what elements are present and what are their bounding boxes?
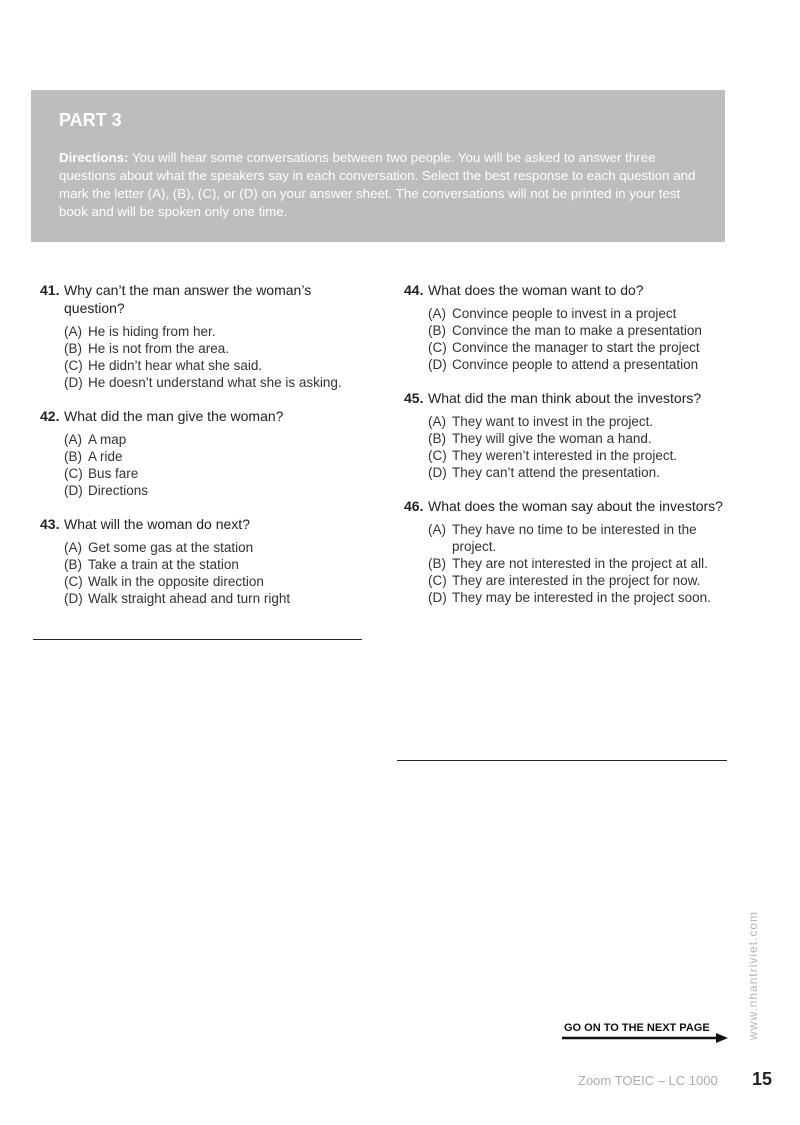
option-b: (B) Convince the man to make a presentation (428, 323, 702, 338)
option-c: (C) He didn’t hear what she said. (64, 358, 263, 373)
book-title: Zoom TOEIC – LC 1000 (578, 1073, 718, 1088)
question-42 (40, 407, 370, 499)
question-number: 42. (40, 408, 60, 424)
question-text: What did the man give the woman? (64, 408, 284, 424)
directions-text: You will hear some conversations between two people. You will be asked to answer three questions about what the speakers say in each conversation. Select the best response to each question and mark the letter (A), (B), (C), or (D) on your answer sheet. The conversations will not be printed in your test book and will be spoken only one time. (59, 150, 696, 219)
option-d: (D) Walk straight ahead and turn right (64, 591, 291, 606)
option-d: (D) Directions (64, 483, 149, 498)
question-44 (404, 281, 734, 373)
question-number: 44. (404, 282, 424, 298)
directions-box (31, 90, 725, 242)
option-c: (C) Walk in the opposite direction (64, 574, 264, 589)
question-43 (40, 515, 370, 607)
question-text: Why can’t the man answer the woman’s question? (64, 282, 312, 316)
directions-paragraph (59, 149, 697, 221)
option-c: (C) Bus fare (64, 466, 139, 481)
section-divider-right (397, 760, 727, 761)
option-d: (D) He doesn’t understand what she is asking. (64, 375, 342, 390)
option-d: (D) They may be interested in the project soon. (428, 590, 711, 605)
option-b: (B) He is not from the area. (64, 341, 230, 356)
option-a: (A) He is hiding from her. (64, 324, 216, 339)
part-title: PART 3 (59, 110, 122, 130)
section-divider-left (33, 639, 362, 640)
option-b: (B) A ride (64, 449, 123, 464)
question-number: 41. (40, 282, 60, 298)
question-41 (40, 281, 370, 391)
questions-left-column (40, 281, 370, 623)
question-number: 43. (40, 516, 60, 532)
option-a: (A) They have no time to be interested in the project. (428, 522, 697, 554)
page-number: 15 (752, 1069, 773, 1089)
option-a: (A) A map (64, 432, 127, 447)
question-45 (404, 389, 734, 481)
next-page-label: GO ON TO THE NEXT PAGE (564, 1022, 710, 1034)
question-text: What did the man think about the investors? (428, 390, 702, 406)
option-c: (C) They weren’t interested in the project. (428, 448, 678, 463)
questions-right-column (404, 281, 734, 622)
option-a: (A) Convince people to invest in a project (428, 306, 677, 321)
question-46 (404, 497, 734, 606)
option-b: (B) They are not interested in the project at all. (428, 556, 708, 571)
option-d: (D) They can’t attend the presentation. (428, 465, 660, 480)
directions-lead: Directions: (59, 150, 129, 165)
question-text: What does the woman want to do? (428, 282, 644, 298)
question-text: What will the woman do next? (64, 516, 250, 532)
question-number: 46. (404, 498, 424, 514)
option-b: (B) Take a train at the station (64, 557, 239, 572)
option-c: (C) Convince the manager to start the project (428, 340, 700, 355)
watermark: www.nhantriviet.com (746, 910, 760, 1040)
question-text: What does the woman say about the investors? (428, 498, 723, 514)
arrow-right-icon (562, 1033, 728, 1043)
option-c: (C) They are interested in the project for now. (428, 573, 701, 588)
option-d: (D) Convince people to attend a presentation (428, 357, 699, 372)
option-b: (B) They will give the woman a hand. (428, 431, 652, 446)
option-a: (A) Get some gas at the station (64, 540, 254, 555)
question-number: 45. (404, 390, 424, 406)
option-a: (A) They want to invest in the project. (428, 414, 654, 429)
